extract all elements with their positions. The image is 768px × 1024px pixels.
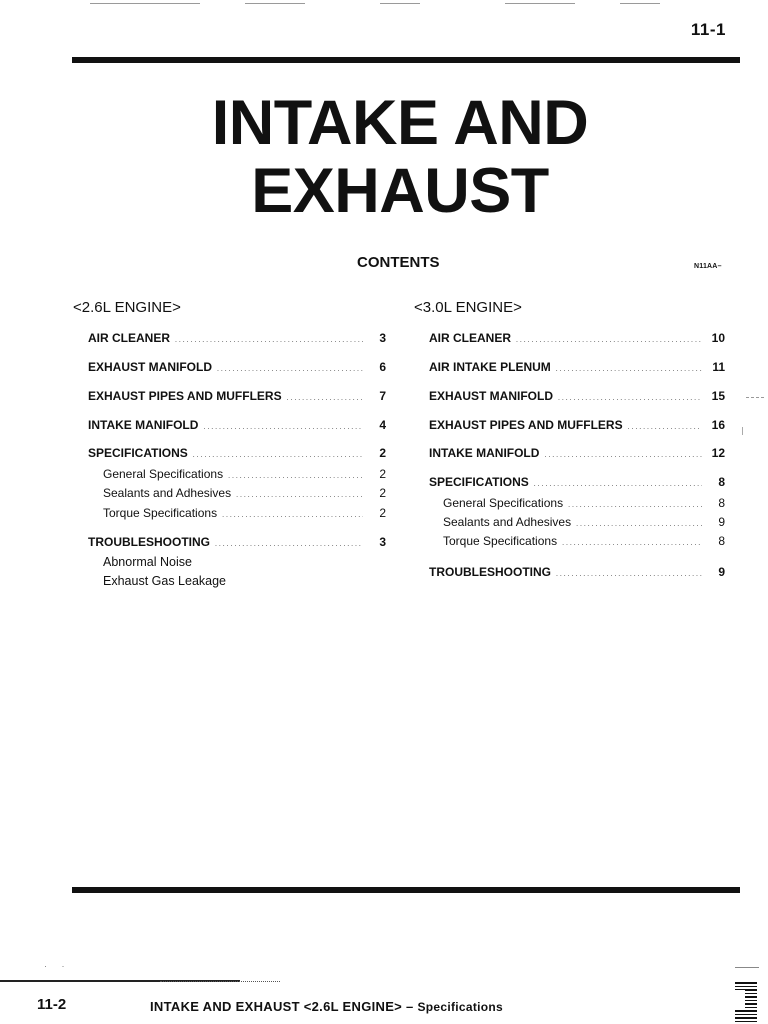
troubleshooting-note: Abnormal Noise: [103, 555, 192, 569]
leader-dots: [175, 331, 363, 345]
next-page-title: INTAKE AND EXHAUST <2.6L ENGINE> –: [150, 999, 414, 1014]
toc-subentry-page: 8: [718, 534, 725, 548]
toc-entry-page: 12: [711, 446, 725, 460]
toc-entry[interactable]: [429, 475, 725, 489]
toc-subentry[interactable]: [103, 486, 386, 500]
toc-entry-page: 3: [379, 535, 386, 549]
leader-dots: [287, 389, 363, 403]
toc-entry-label: EXHAUST MANIFOLD: [88, 360, 212, 374]
toc-entry-label: TROUBLESHOOTING: [429, 565, 551, 579]
toc-entry[interactable]: [429, 446, 725, 460]
leader-dots: [516, 331, 702, 345]
scan-artifact: [746, 397, 764, 398]
scan-artifact: [160, 981, 280, 982]
leader-dots: [556, 360, 702, 374]
toc-subentry-label: Sealants and Adhesives: [443, 515, 572, 529]
toc-entry-page: 6: [379, 360, 386, 374]
toc-entry-label: EXHAUST PIPES AND MUFFLERS: [88, 389, 282, 403]
leader-dots: [193, 446, 363, 460]
toc-entry-page: 7: [379, 389, 386, 403]
toc-entry-label: INTAKE MANIFOLD: [429, 446, 540, 460]
toc-entry-label: SPECIFICATIONS: [88, 446, 188, 460]
next-page-number: 11-2: [37, 996, 67, 1013]
toc-entry-page: 8: [718, 475, 725, 489]
leader-dots: [628, 418, 702, 432]
toc-entry-page: 10: [711, 331, 725, 345]
toc-subentry[interactable]: [103, 467, 386, 481]
toc-entry[interactable]: [88, 418, 386, 432]
leader-dots: [534, 475, 702, 489]
toc-subentry-page: 2: [379, 467, 386, 481]
toc-entry[interactable]: [429, 389, 725, 403]
page-title-line-1: INTAKE AND: [211, 88, 589, 158]
toc-entry-page: 15: [711, 389, 725, 403]
toc-entry-label: INTAKE MANIFOLD: [88, 418, 199, 432]
toc-entry[interactable]: [429, 331, 725, 345]
scan-artifact: [735, 990, 745, 1010]
toc-subentry-label: Torque Specifications: [103, 506, 218, 520]
leader-dots: [562, 534, 702, 548]
scan-artifact: [245, 3, 305, 4]
toc-subentry-label: General Specifications: [103, 467, 224, 481]
toc-entry[interactable]: [88, 389, 386, 403]
troubleshooting-note: Exhaust Gas Leakage: [103, 574, 226, 588]
toc-entry-page: 9: [718, 565, 725, 579]
leader-dots: [576, 515, 702, 529]
scan-artifact: [380, 3, 420, 4]
toc-entry[interactable]: [429, 418, 725, 432]
toc-entry-page: 16: [711, 418, 725, 432]
toc-entry-label: SPECIFICATIONS: [429, 475, 529, 489]
toc-entry-page: 2: [379, 446, 386, 460]
toc-entry-label: TROUBLESHOOTING: [88, 535, 210, 549]
leader-dots: [228, 467, 363, 481]
scan-artifact: [90, 3, 200, 4]
toc-entry-label: EXHAUST PIPES AND MUFFLERS: [429, 418, 623, 432]
toc-subentry[interactable]: [443, 496, 725, 510]
toc-subentry[interactable]: [443, 534, 725, 548]
leader-dots: [568, 496, 702, 510]
leader-dots: [556, 565, 702, 579]
toc-entry[interactable]: [88, 446, 386, 460]
contents-heading: CONTENTS: [357, 254, 440, 271]
column-heading-2-6l: <2.6L ENGINE>: [73, 299, 181, 316]
toc-entry[interactable]: [429, 565, 725, 579]
toc-entry-label: AIR CLEANER: [429, 331, 512, 345]
next-page-header: [150, 999, 503, 1014]
toc-entry-page: 3: [379, 331, 386, 345]
toc-subentry[interactable]: [443, 515, 725, 529]
toc-entry-label: AIR INTAKE PLENUM: [429, 360, 551, 374]
next-page-section: Specifications: [417, 1000, 503, 1014]
scan-artifact: [735, 967, 759, 968]
leader-dots: [215, 535, 363, 549]
toc-subentry-label: General Specifications: [443, 496, 564, 510]
scan-artifact: [505, 3, 575, 4]
toc-entry-page: 11: [712, 360, 725, 374]
toc-entry[interactable]: [88, 360, 386, 374]
leader-dots: [222, 506, 363, 520]
toc-subentry-page: 2: [379, 506, 386, 520]
toc-entry[interactable]: [429, 360, 725, 374]
toc-subentry-label: Torque Specifications: [443, 534, 558, 548]
leader-dots: [544, 446, 702, 460]
document-code: N11AA–: [694, 263, 722, 270]
toc-subentry-label: Sealants and Adhesives: [103, 486, 232, 500]
scan-artifact: [620, 3, 660, 4]
toc-entry-label: EXHAUST MANIFOLD: [429, 389, 553, 403]
scan-artifact: [742, 427, 743, 435]
leader-dots: [236, 486, 363, 500]
toc-subentry-page: 9: [718, 515, 725, 529]
toc-subentry[interactable]: [103, 506, 386, 520]
toc-entry-label: AIR CLEANER: [88, 331, 171, 345]
bottom-rule: [72, 887, 740, 893]
leader-dots: [203, 418, 363, 432]
leader-dots: [217, 360, 363, 374]
toc-subentry-page: 8: [718, 496, 725, 510]
scan-artifact: · ·: [44, 961, 71, 971]
top-rule: [72, 57, 740, 63]
toc-entry[interactable]: [88, 331, 386, 345]
toc-subentry-page: 2: [379, 486, 386, 500]
page-title-line-2: EXHAUST: [251, 156, 549, 226]
column-heading-3-0l: <3.0L ENGINE>: [414, 299, 522, 316]
toc-entry[interactable]: [88, 535, 386, 549]
page-number: 11-1: [690, 20, 726, 39]
toc-entry-page: 4: [379, 418, 386, 432]
leader-dots: [558, 389, 702, 403]
